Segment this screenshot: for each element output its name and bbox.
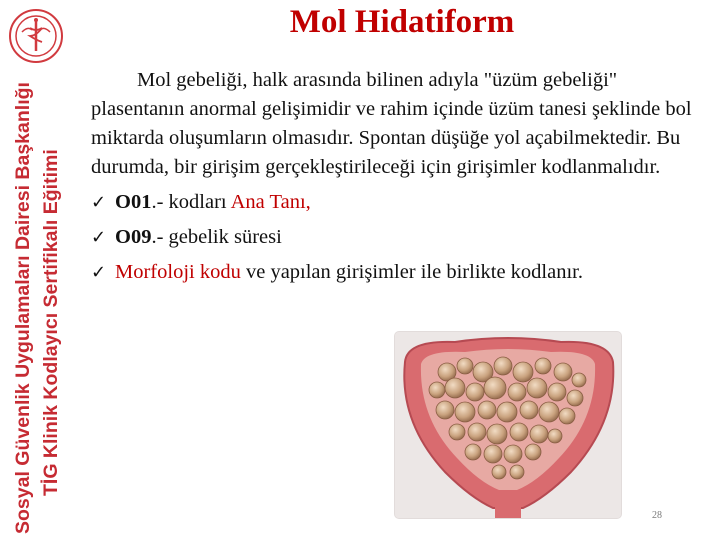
code-bold: O01 (115, 191, 152, 213)
bullet-text-after: ve yapılan girişimler ile birlikte kodlanır. (240, 261, 583, 283)
code-bold: O09 (115, 226, 152, 248)
sidebar-training-text: TİG Klinik Kodlayıcı Sertifikalı Eğitimi (40, 149, 62, 496)
intro-paragraph: Mol gebeliği, halk arasında bilinen adıyla "üzüm gebeliği" plasentanın anormal gelişimidir ve rahim içinde üzüm tanesi şeklinde bol miktarda oluşumların olmasıdır. Spontan düşüğe yol açabilmektedir. Bu durumda, bir girişim gerçekleştirileceği için girişimler kodlanmalıdır. (91, 69, 692, 178)
check-icon: ✓ (91, 227, 107, 248)
page-number: 28 (652, 510, 662, 521)
list-item (91, 223, 705, 252)
check-icon: ✓ (91, 192, 107, 213)
bullet-highlight: Ana Tanı, (230, 191, 311, 213)
bullet-highlight: Morfoloji kodu (115, 261, 241, 283)
check-icon: ✓ (91, 262, 107, 283)
page-title: Mol Hidatiform (289, 4, 515, 40)
uterus-illustration-icon (395, 332, 621, 518)
list-item (91, 258, 705, 287)
content-body (91, 66, 705, 287)
sidebar (0, 0, 74, 540)
bullet-text: .- gebelik süresi (151, 226, 282, 248)
list-item (91, 188, 705, 217)
hydatidiform-mole-illustration (395, 332, 621, 518)
sidebar-department-text: Sosyal Güvenlik Uygulamaları Dairesi Başkanlığı (12, 82, 34, 534)
bullet-text: .- kodları (151, 191, 231, 213)
